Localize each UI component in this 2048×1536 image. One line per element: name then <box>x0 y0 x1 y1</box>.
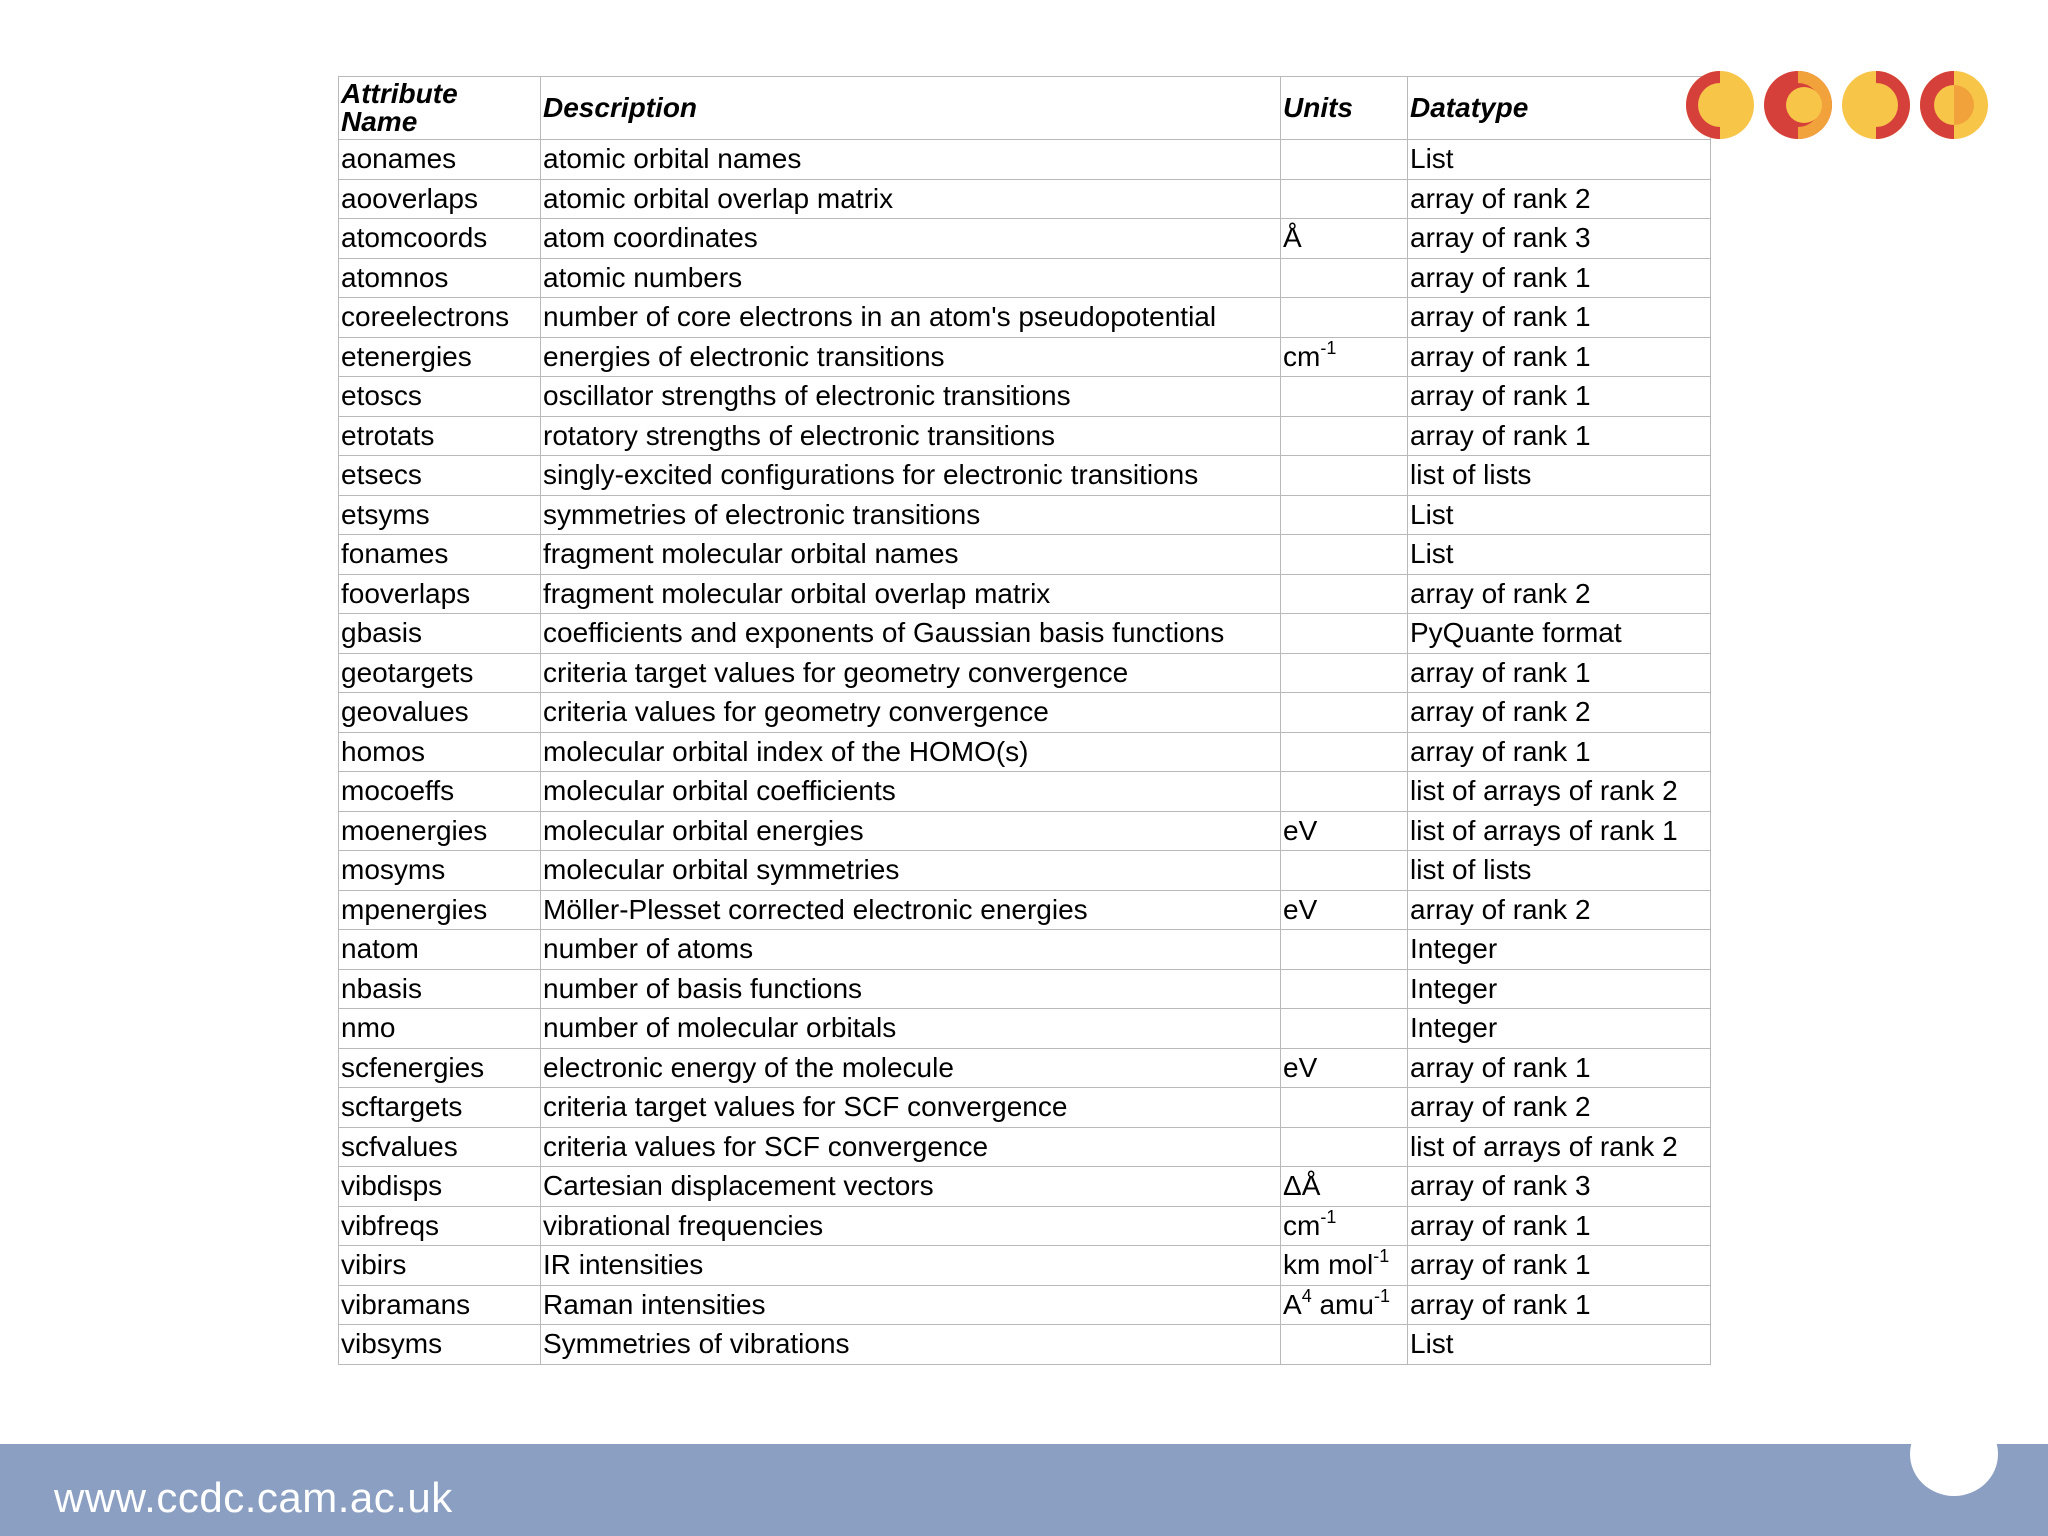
cell-datatype: array of rank 1 <box>1408 1285 1711 1325</box>
cell-datatype: Integer <box>1408 930 1711 970</box>
cell-description: electronic energy of the molecule <box>541 1048 1281 1088</box>
unit-text: eV <box>1283 893 1318 925</box>
table-row <box>339 851 1711 891</box>
cell-description: coefficients and exponents of Gaussian basis functions <box>541 614 1281 654</box>
cell-units <box>1281 179 1408 219</box>
cell-description: singly-excited configurations for electronic transitions <box>541 456 1281 496</box>
cell-description: Cartesian displacement vectors <box>541 1167 1281 1207</box>
cell-units <box>1281 140 1408 180</box>
attributes-table <box>338 76 1711 1365</box>
cell-attribute: fooverlaps <box>339 574 541 614</box>
cell-description: criteria target values for SCF convergence <box>541 1088 1281 1128</box>
table-row <box>339 1325 1711 1365</box>
cell-description: number of molecular orbitals <box>541 1009 1281 1049</box>
cell-units <box>1281 337 1408 377</box>
cell-units <box>1281 1206 1408 1246</box>
table-row <box>339 1127 1711 1167</box>
cell-units <box>1281 535 1408 575</box>
cell-attribute: nbasis <box>339 969 541 1009</box>
ccdc-logo <box>1682 67 1990 143</box>
logo-circle-2 <box>1764 71 1832 139</box>
table-row <box>339 1009 1711 1049</box>
cell-attribute: nmo <box>339 1009 541 1049</box>
cell-datatype: list of lists <box>1408 851 1711 891</box>
cell-units <box>1281 732 1408 772</box>
cell-description: fragment molecular orbital overlap matrix <box>541 574 1281 614</box>
cell-datatype: array of rank 1 <box>1408 258 1711 298</box>
header-description: Description <box>541 77 1281 140</box>
table-row <box>339 140 1711 180</box>
cell-datatype: array of rank 1 <box>1408 377 1711 417</box>
cell-attribute: scftargets <box>339 1088 541 1128</box>
cell-units <box>1281 693 1408 733</box>
cell-description: criteria values for SCF convergence <box>541 1127 1281 1167</box>
cell-description: Raman intensities <box>541 1285 1281 1325</box>
cell-units <box>1281 653 1408 693</box>
table-row <box>339 811 1711 851</box>
cell-datatype: array of rank 1 <box>1408 337 1711 377</box>
cell-attribute: atomnos <box>339 258 541 298</box>
cell-description: number of basis functions <box>541 969 1281 1009</box>
cell-units <box>1281 930 1408 970</box>
cell-units <box>1281 1325 1408 1365</box>
cell-datatype: list of arrays of rank 1 <box>1408 811 1711 851</box>
cell-units <box>1281 1246 1408 1286</box>
table-row <box>339 456 1711 496</box>
cell-units <box>1281 456 1408 496</box>
header-attribute: Attribute Name <box>339 77 541 140</box>
cell-description: molecular orbital index of the HOMO(s) <box>541 732 1281 772</box>
cell-attribute: vibramans <box>339 1285 541 1325</box>
table-body <box>339 140 1711 1365</box>
table-row <box>339 1206 1711 1246</box>
cell-units <box>1281 1127 1408 1167</box>
table-row <box>339 732 1711 772</box>
cell-datatype: array of rank 1 <box>1408 653 1711 693</box>
cell-description: vibrational frequencies <box>541 1206 1281 1246</box>
cell-datatype: array of rank 2 <box>1408 179 1711 219</box>
cell-units <box>1281 851 1408 891</box>
cell-attribute: vibdisps <box>339 1167 541 1207</box>
unit-text: amu <box>1311 1288 1374 1320</box>
cell-attribute: homos <box>339 732 541 772</box>
cell-units <box>1281 258 1408 298</box>
cell-description: rotatory strengths of electronic transitions <box>541 416 1281 456</box>
cell-units <box>1281 298 1408 338</box>
table-row <box>339 1088 1711 1128</box>
unit-text: ΔÅ <box>1283 1170 1321 1202</box>
cell-description: Möller-Plesset corrected electronic energies <box>541 890 1281 930</box>
table-row <box>339 337 1711 377</box>
unit-text: eV <box>1283 814 1318 846</box>
unit-superscript: -1 <box>1320 1206 1337 1227</box>
cell-attribute: mpenergies <box>339 890 541 930</box>
cell-description: atomic orbital overlap matrix <box>541 179 1281 219</box>
cell-attribute: scfenergies <box>339 1048 541 1088</box>
cell-description: number of core electrons in an atom's pseudopotential <box>541 298 1281 338</box>
cell-attribute: geotargets <box>339 653 541 693</box>
cell-datatype: array of rank 2 <box>1408 890 1711 930</box>
cell-datatype: List <box>1408 495 1711 535</box>
table-row <box>339 416 1711 456</box>
cell-datatype: array of rank 2 <box>1408 693 1711 733</box>
cell-datatype: Integer <box>1408 969 1711 1009</box>
cell-units <box>1281 811 1408 851</box>
cell-attribute: vibsyms <box>339 1325 541 1365</box>
table-row <box>339 574 1711 614</box>
cell-units <box>1281 574 1408 614</box>
cell-attribute: etsyms <box>339 495 541 535</box>
cell-description: atomic orbital names <box>541 140 1281 180</box>
cell-datatype: PyQuante format <box>1408 614 1711 654</box>
cell-attribute: etrotats <box>339 416 541 456</box>
table-row <box>339 258 1711 298</box>
cell-attribute: moenergies <box>339 811 541 851</box>
cell-datatype: List <box>1408 1325 1711 1365</box>
cell-datatype: List <box>1408 535 1711 575</box>
header-units: Units <box>1281 77 1408 140</box>
table-row <box>339 930 1711 970</box>
cell-attribute: mocoeffs <box>339 772 541 812</box>
cell-datatype: array of rank 1 <box>1408 1048 1711 1088</box>
cell-units <box>1281 772 1408 812</box>
table-row <box>339 614 1711 654</box>
table-row <box>339 1167 1711 1207</box>
cell-units <box>1281 1167 1408 1207</box>
cell-units <box>1281 890 1408 930</box>
cell-description: atom coordinates <box>541 219 1281 259</box>
unit-superscript: -1 <box>1373 1246 1390 1267</box>
cell-datatype: array of rank 2 <box>1408 574 1711 614</box>
cell-datatype: array of rank 1 <box>1408 732 1711 772</box>
unit-text: eV <box>1283 1051 1318 1083</box>
cell-units <box>1281 219 1408 259</box>
cell-datatype: List <box>1408 140 1711 180</box>
cell-attribute: etenergies <box>339 337 541 377</box>
logo-circle-1 <box>1686 71 1754 139</box>
cell-attribute: aooverlaps <box>339 179 541 219</box>
cell-units <box>1281 1088 1408 1128</box>
table-header-row <box>339 77 1711 140</box>
logo-circle-4 <box>1920 71 1988 139</box>
table-row <box>339 179 1711 219</box>
table-row <box>339 1246 1711 1286</box>
cell-attribute: vibfreqs <box>339 1206 541 1246</box>
table-row <box>339 890 1711 930</box>
cell-attribute: aonames <box>339 140 541 180</box>
cell-datatype: list of lists <box>1408 456 1711 496</box>
cell-description: molecular orbital energies <box>541 811 1281 851</box>
cell-description: symmetries of electronic transitions <box>541 495 1281 535</box>
unit-text: km mol <box>1283 1249 1374 1281</box>
table-row <box>339 1285 1711 1325</box>
cell-units <box>1281 614 1408 654</box>
footer-url[interactable]: www.ccdc.cam.ac.uk <box>54 1474 453 1521</box>
header-datatype: Datatype <box>1408 77 1711 140</box>
unit-text: cm <box>1283 340 1321 372</box>
cell-attribute: atomcoords <box>339 219 541 259</box>
cell-description: molecular orbital coefficients <box>541 772 1281 812</box>
cell-datatype: array of rank 1 <box>1408 298 1711 338</box>
cell-description: oscillator strengths of electronic transitions <box>541 377 1281 417</box>
table-row <box>339 653 1711 693</box>
unit-superscript: -1 <box>1320 337 1337 358</box>
table-row <box>339 377 1711 417</box>
cell-attribute: scfvalues <box>339 1127 541 1167</box>
unit-text: cm <box>1283 1209 1321 1241</box>
cell-attribute: geovalues <box>339 693 541 733</box>
cell-description: criteria values for geometry convergence <box>541 693 1281 733</box>
cell-units <box>1281 416 1408 456</box>
cell-description: fragment molecular orbital names <box>541 535 1281 575</box>
cell-description: IR intensities <box>541 1246 1281 1286</box>
unit-superscript: 4 <box>1301 1285 1312 1306</box>
cell-datatype: array of rank 1 <box>1408 416 1711 456</box>
unit-text: Å <box>1283 222 1302 254</box>
cell-description: criteria target values for geometry convergence <box>541 653 1281 693</box>
cell-description: molecular orbital symmetries <box>541 851 1281 891</box>
cell-datatype: array of rank 1 <box>1408 1206 1711 1246</box>
footer-bar <box>0 1444 2048 1536</box>
cell-attribute: etoscs <box>339 377 541 417</box>
table-row <box>339 693 1711 733</box>
cell-datatype: Integer <box>1408 1009 1711 1049</box>
table-row <box>339 219 1711 259</box>
cell-datatype: list of arrays of rank 2 <box>1408 1127 1711 1167</box>
cell-attribute: coreelectrons <box>339 298 541 338</box>
cell-description: Symmetries of vibrations <box>541 1325 1281 1365</box>
table-row <box>339 535 1711 575</box>
logo-circle-3 <box>1842 71 1910 139</box>
table-row <box>339 495 1711 535</box>
cell-attribute: vibirs <box>339 1246 541 1286</box>
cell-datatype: array of rank 2 <box>1408 1088 1711 1128</box>
footer-decoration <box>1910 1412 1998 1496</box>
cell-datatype: list of arrays of rank 2 <box>1408 772 1711 812</box>
cell-units <box>1281 1009 1408 1049</box>
table-row <box>339 298 1711 338</box>
cell-description: energies of electronic transitions <box>541 337 1281 377</box>
table-row <box>339 969 1711 1009</box>
unit-text: A <box>1283 1288 1302 1320</box>
cell-units <box>1281 495 1408 535</box>
cell-datatype: array of rank 1 <box>1408 1246 1711 1286</box>
cell-attribute: mosyms <box>339 851 541 891</box>
cell-units <box>1281 1048 1408 1088</box>
cell-datatype: array of rank 3 <box>1408 219 1711 259</box>
table-row <box>339 772 1711 812</box>
cell-description: number of atoms <box>541 930 1281 970</box>
table-row <box>339 1048 1711 1088</box>
cell-attribute: natom <box>339 930 541 970</box>
cell-attribute: etsecs <box>339 456 541 496</box>
cell-units <box>1281 377 1408 417</box>
cell-description: atomic numbers <box>541 258 1281 298</box>
cell-datatype: array of rank 3 <box>1408 1167 1711 1207</box>
cell-units <box>1281 969 1408 1009</box>
cell-attribute: gbasis <box>339 614 541 654</box>
cell-units <box>1281 1285 1408 1325</box>
unit-superscript: -1 <box>1373 1285 1390 1306</box>
cell-attribute: fonames <box>339 535 541 575</box>
